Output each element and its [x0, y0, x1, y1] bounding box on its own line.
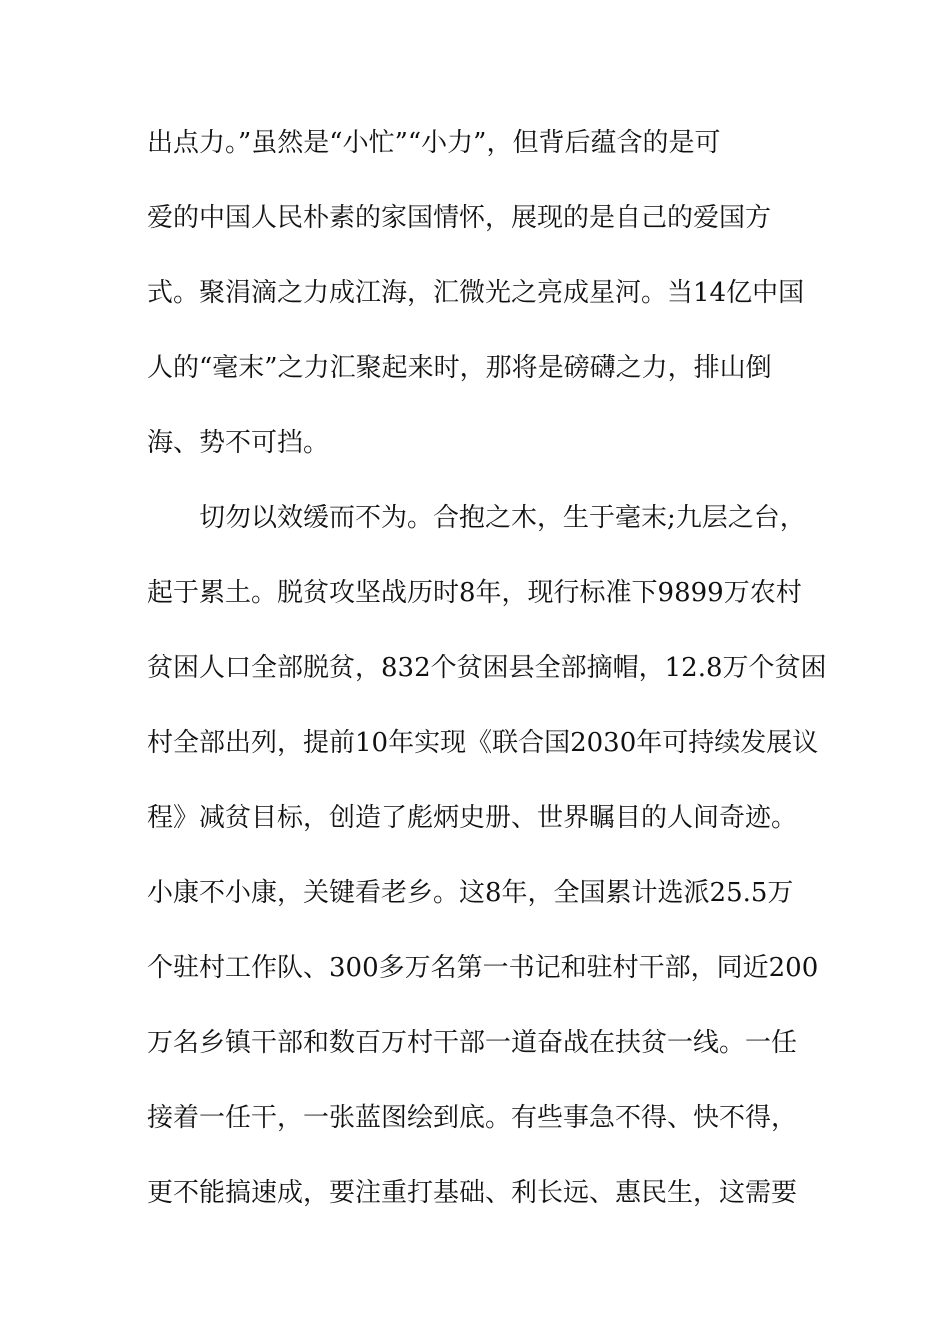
- text-line-12: 个驻村工作队、300多万名第一书记和驻村干部，同近200: [147, 953, 819, 983]
- text-line-9: 村全部出列，提前10年实现《联合国2030年可持续发展议: [147, 728, 819, 758]
- text-line-2: 爱的中国人民朴素的家国情怀，展现的是自己的爱国方: [147, 203, 772, 233]
- text-line-10: 程》减贫目标，创造了彪炳史册、世界瞩目的人间奇迹。: [147, 803, 798, 833]
- text-line-8: 贫困人口全部脱贫，832个贫困县全部摘帽，12.8万个贫困: [147, 653, 827, 683]
- text-line-15: 更不能搞速成，要注重打基础、利长远、惠民生，这需要: [147, 1178, 798, 1208]
- text-line-6: 切勿以效缓而不为。合抱之木，生于毫末;九层之台，: [147, 503, 806, 533]
- text-line-5: 海、势不可挡。: [147, 428, 330, 458]
- text-line-13: 万名乡镇干部和数百万村干部一道奋战在扶贫一线。一任: [147, 1028, 798, 1058]
- text-line-14: 接着一任干，一张蓝图绘到底。有些事急不得、快不得，: [147, 1103, 798, 1133]
- text-line-4: 人的“毫末”之力汇聚起来时，那将是磅礴之力，排山倒: [147, 353, 772, 383]
- text-line-7: 起于累土。脱贫攻坚战历时8年，现行标准下9899万农村: [147, 578, 802, 608]
- text-line-1: 出点力。”虽然是“小忙”“小力”，但背后蕴含的是可: [147, 128, 721, 158]
- text-line-3: 式。聚涓滴之力成江海，汇微光之亮成星河。当14亿中国: [147, 278, 805, 308]
- text-line-11: 小康不小康，关键看老乡。这8年，全国累计选派25.5万: [147, 878, 794, 908]
